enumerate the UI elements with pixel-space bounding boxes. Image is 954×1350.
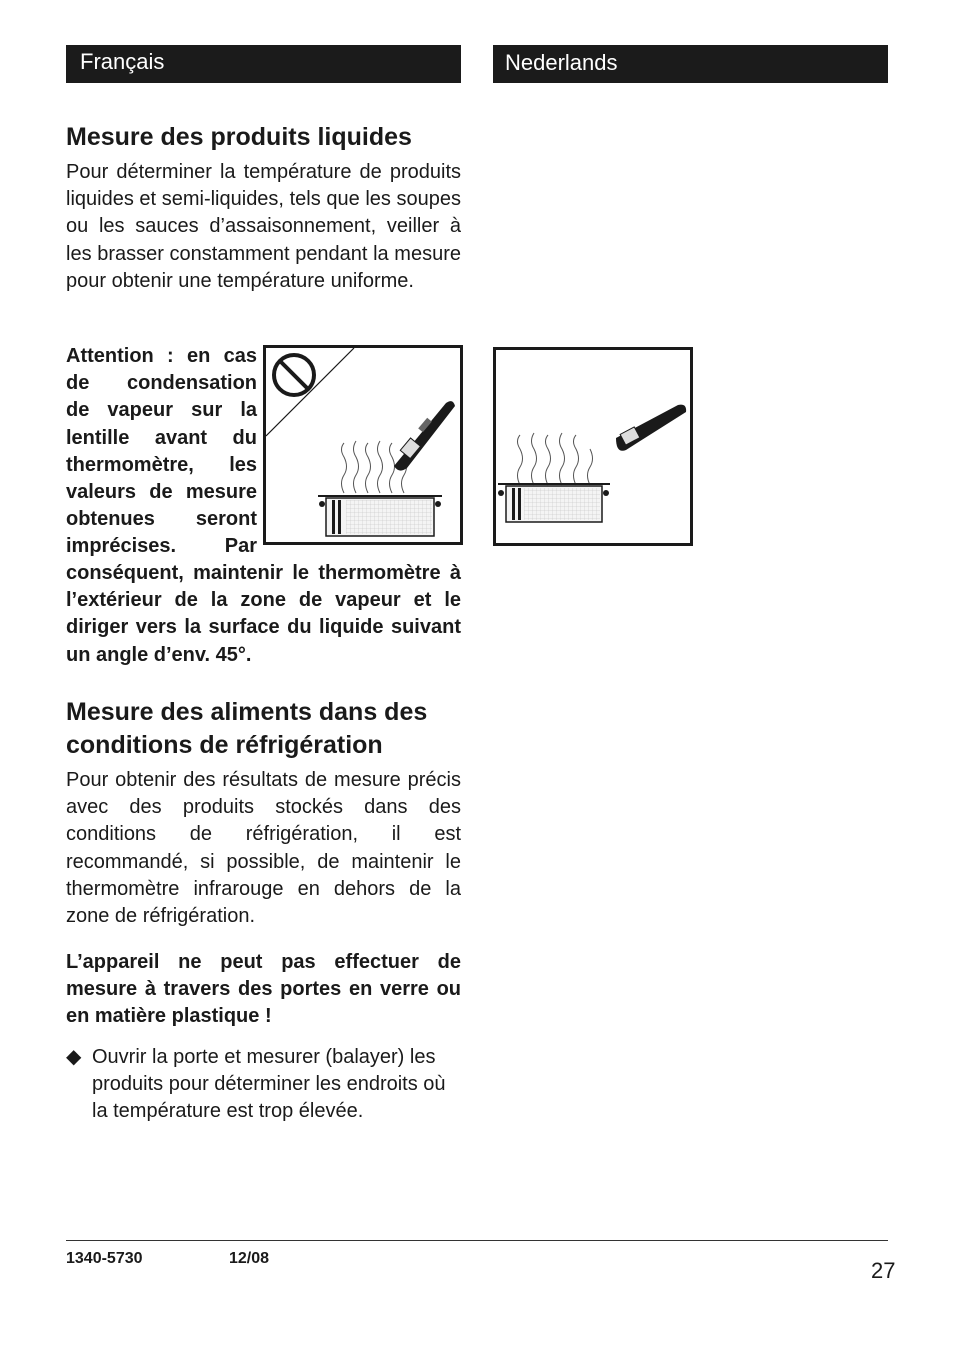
section-body-refrigeration: Pour obtenir des résultats de mesure précis avec des produits stockés dans des conditions de réfrigération, il est recommandé, si possible, de maintenir le thermomètre infrarouge en dehors de la zone de réfrigération. — [66, 769, 461, 928]
notice-text: L’appareil ne peut pas effectuer de mesure à travers des portes en verre ou en matière plastique ! — [66, 951, 461, 1028]
footer-divider — [66, 1240, 888, 1241]
language-tab-dutch — [493, 45, 888, 83]
section-body-liquids: Pour déterminer la température de produits liquides et semi-liquides, tels que les soupes ou les sauces d’assaisonnement, veiller à les brasser constamment pendant la mesure pour obtenir une température uniforme. — [66, 161, 461, 292]
warning-line: thermomètre, les — [66, 453, 257, 476]
warning-line: Attention : en cas — [66, 345, 257, 367]
bullet-item — [66, 1044, 461, 1126]
language-label: Français — [80, 49, 165, 74]
section-title-liquids: Mesure des produits liquides — [66, 123, 412, 151]
warning-block — [66, 343, 257, 561]
section-title-refrigeration: Mesure des aliments dans des conditions de réfrigération — [66, 698, 428, 759]
cooking-pot-icon — [498, 484, 610, 522]
cooking-pot-icon — [318, 496, 442, 536]
warning-line: de condensation — [66, 372, 257, 395]
thermometer-icon — [394, 401, 455, 470]
diamond-bullet-icon: ◆ — [66, 1046, 82, 1068]
illustration-wrong-measurement — [263, 345, 463, 545]
warning-continuation: conséquent, maintenir le thermomètre à l’extérieur de la zone de vapeur et le diriger vers la surface du liquide suivant un angle d’env. 45°. — [66, 562, 461, 666]
document-number: 1340-5730 — [66, 1250, 143, 1267]
warning-line: obtenues seront — [66, 508, 257, 531]
warning-line: de vapeur sur la — [66, 399, 257, 422]
page-number: 27 — [871, 1258, 896, 1283]
bullet-text: Ouvrir la porte et mesurer (balayer) les produits pour déterminer les endroits où la température est trop élevée. — [92, 1046, 446, 1123]
illustration-correct-measurement — [493, 347, 693, 546]
language-tab-french — [66, 45, 461, 83]
document-date: 12/08 — [229, 1250, 270, 1267]
warning-line: valeurs de mesure — [66, 481, 257, 504]
prohibited-icon — [274, 355, 314, 395]
warning-line: lentille avant du — [66, 426, 257, 449]
thermometer-icon — [616, 405, 686, 451]
warning-line: imprécises. Par — [66, 535, 257, 558]
language-label: Nederlands — [505, 50, 618, 75]
